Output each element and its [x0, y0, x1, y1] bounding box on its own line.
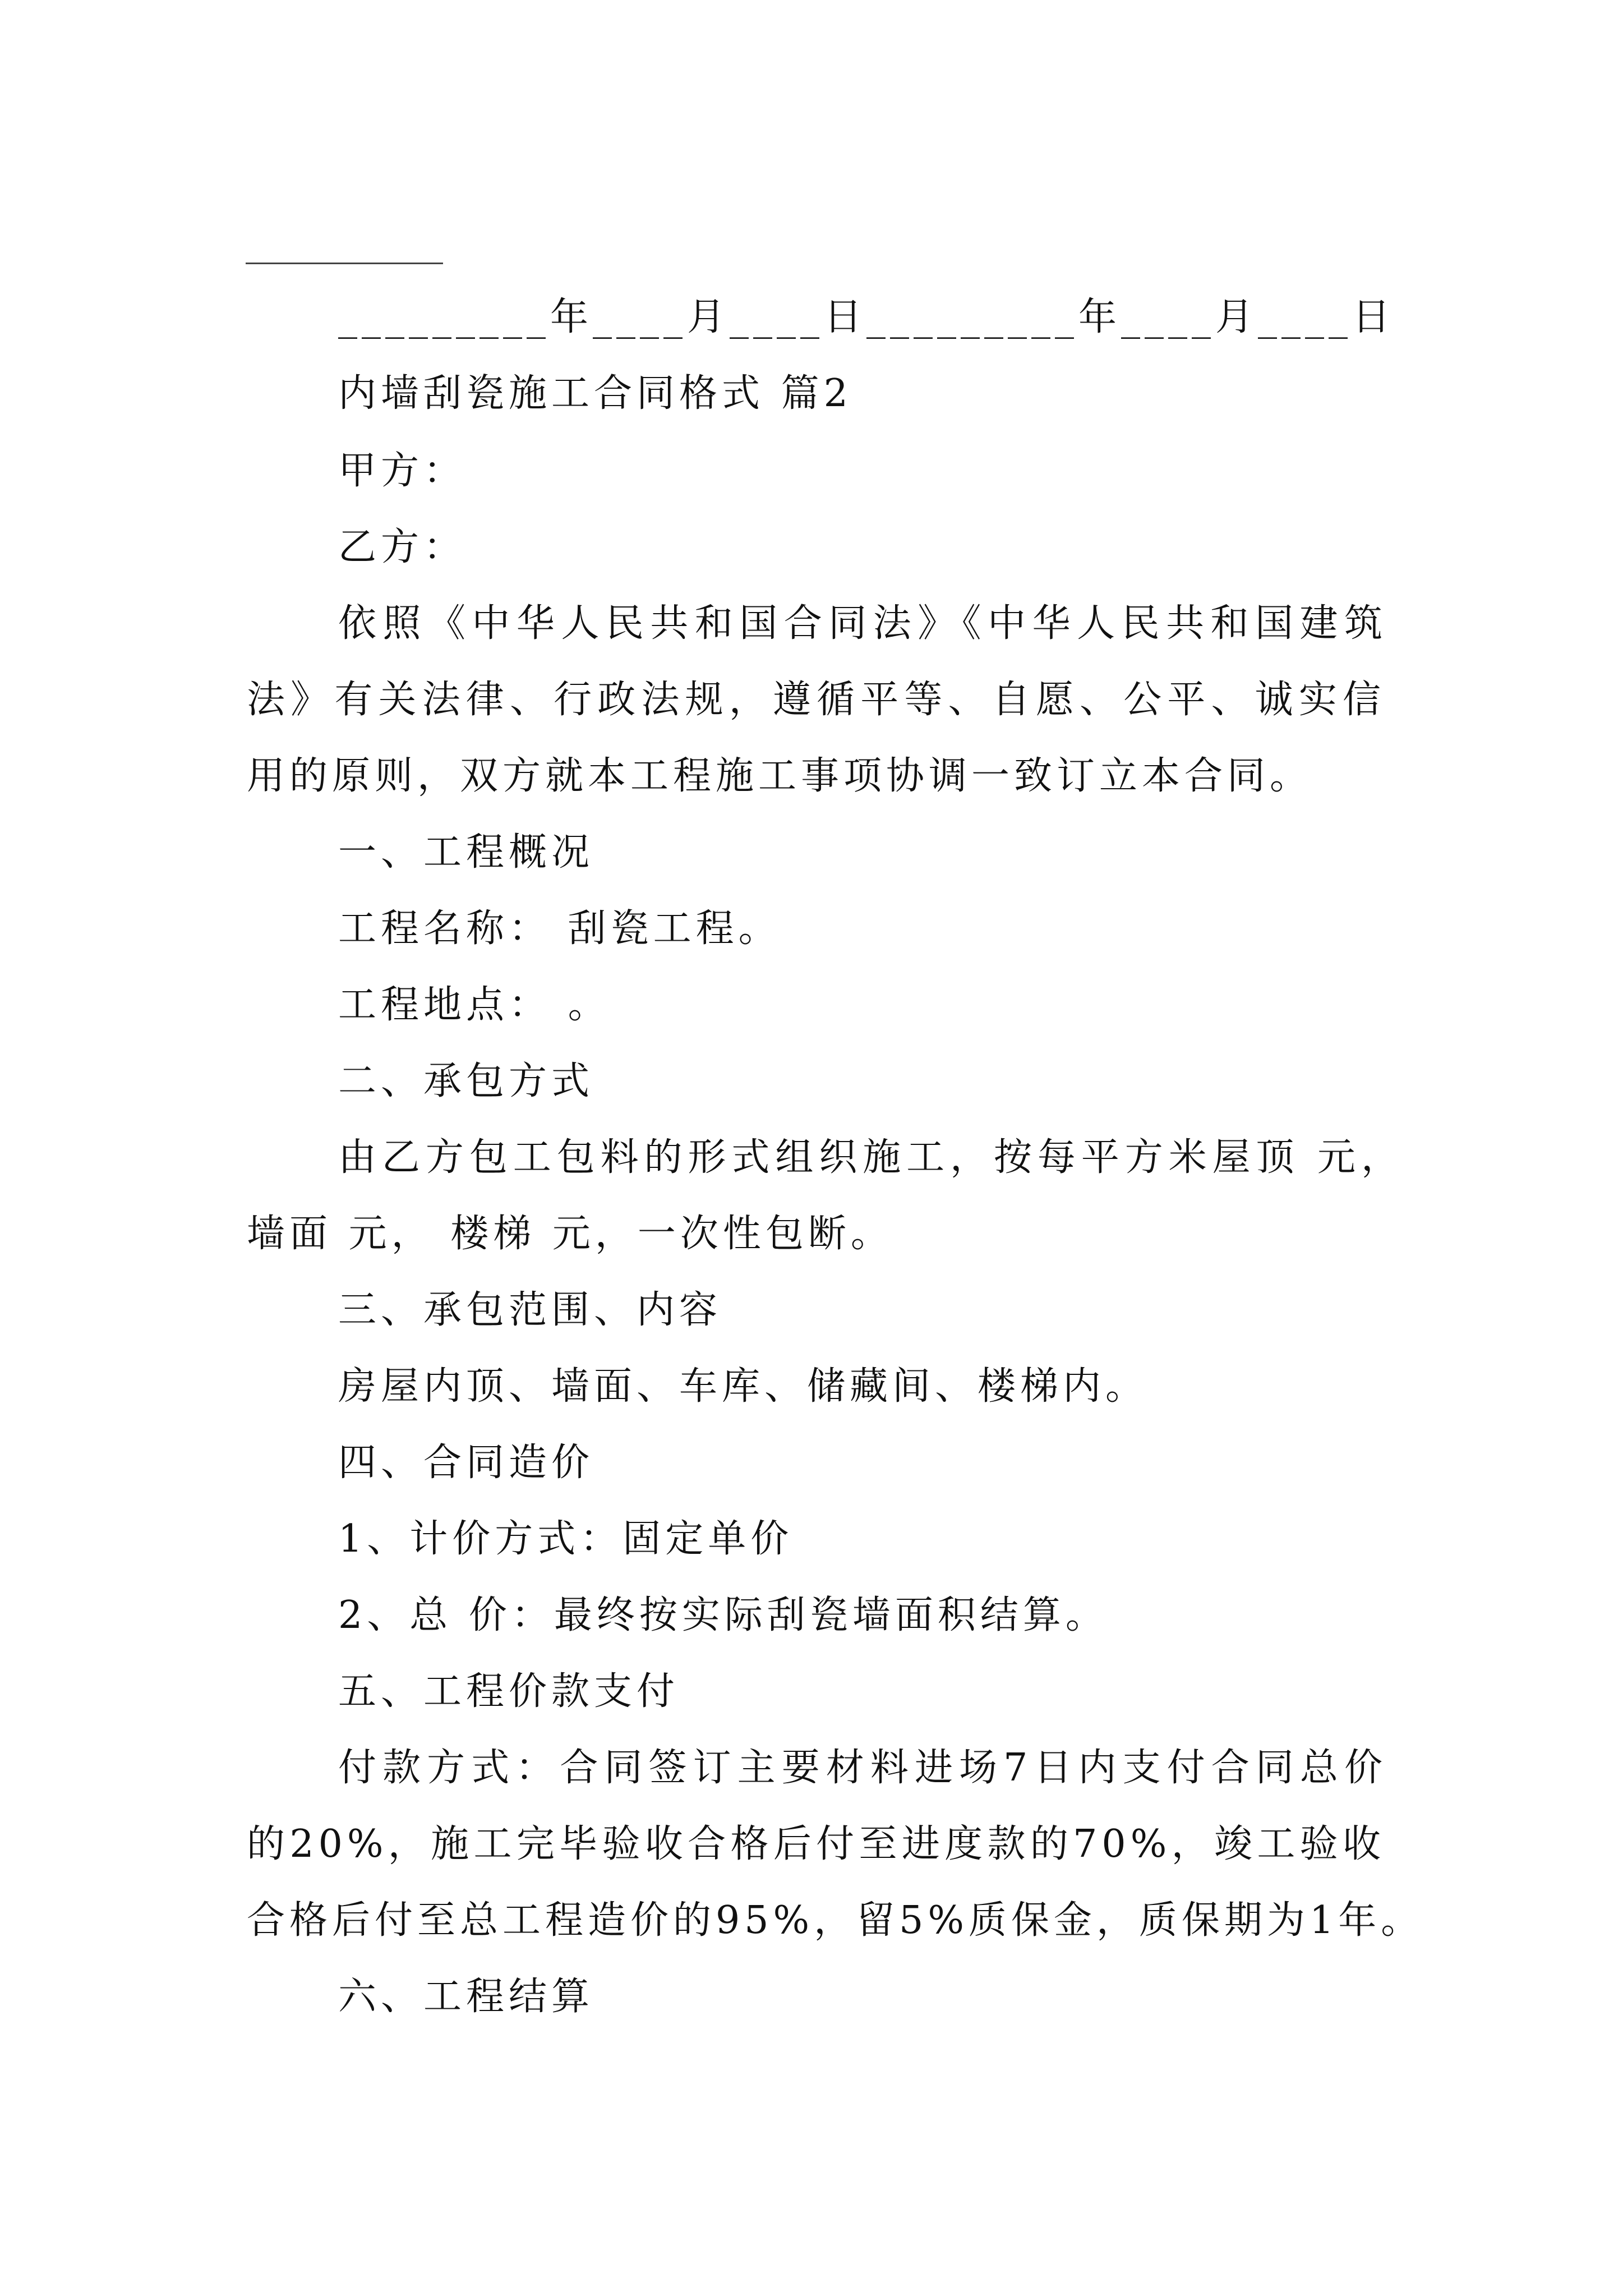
section-2-line-1: 由乙方包工包料的形式组织施工，按每平方米屋顶 元， — [338, 1135, 1404, 1180]
section-4-heading: 四、合同造价 — [338, 1441, 594, 1485]
payment-line-3: 合格后付至总工程造价的95%，留5%质保金，质保期为1年。 — [247, 1898, 1424, 1943]
section-3-heading: 三、承包范围、内容 — [338, 1288, 722, 1332]
intro-line-3: 用的原则，双方就本工程施工事项协调一致订立本合同。 — [247, 754, 1313, 798]
total-price: 2、总 价：最终按实际刮瓷墙面积结算。 — [338, 1593, 1108, 1637]
section-1-heading: 一、工程概况 — [338, 830, 594, 875]
payment-line-2: 的20%，施工完毕验收合格后付至进度款的70%，竣工验收 — [247, 1822, 1385, 1866]
section-title: 内墙刮瓷施工合同格式 篇2 — [338, 371, 852, 416]
party-a-label: 甲方： — [338, 449, 467, 493]
project-name: 工程名称： 刮瓷工程。 — [338, 907, 781, 951]
party-b-label: 乙方： — [338, 525, 467, 569]
section-6-heading: 六、工程结算 — [338, 1975, 594, 2019]
section-5-heading: 五、工程价款支付 — [338, 1669, 680, 1714]
section-3-body: 房屋内顶、墙面、车库、储藏间、楼梯内。 — [338, 1364, 1149, 1409]
signature-date-line: _________年____月____日_________年____月____日 — [338, 295, 1395, 339]
section-2-heading: 二、承包方式 — [338, 1059, 594, 1103]
payment-line-1: 付款方式：合同签订主要材料进场7日内支付合同总价 — [338, 1746, 1387, 1790]
intro-line-2: 法》有关法律、行政法规，遵循平等、自愿、公平、诚实信 — [247, 678, 1385, 722]
intro-line-1: 依照《中华人民共和国合同法》《中华人民共和国建筑 — [338, 601, 1387, 646]
pricing-method: 1、计价方式：固定单价 — [338, 1517, 794, 1561]
top-rule — [246, 263, 443, 264]
project-location: 工程地点： 。 — [338, 983, 611, 1027]
section-2-line-2: 墙面 元， 楼梯 元，一次性包断。 — [247, 1212, 893, 1256]
